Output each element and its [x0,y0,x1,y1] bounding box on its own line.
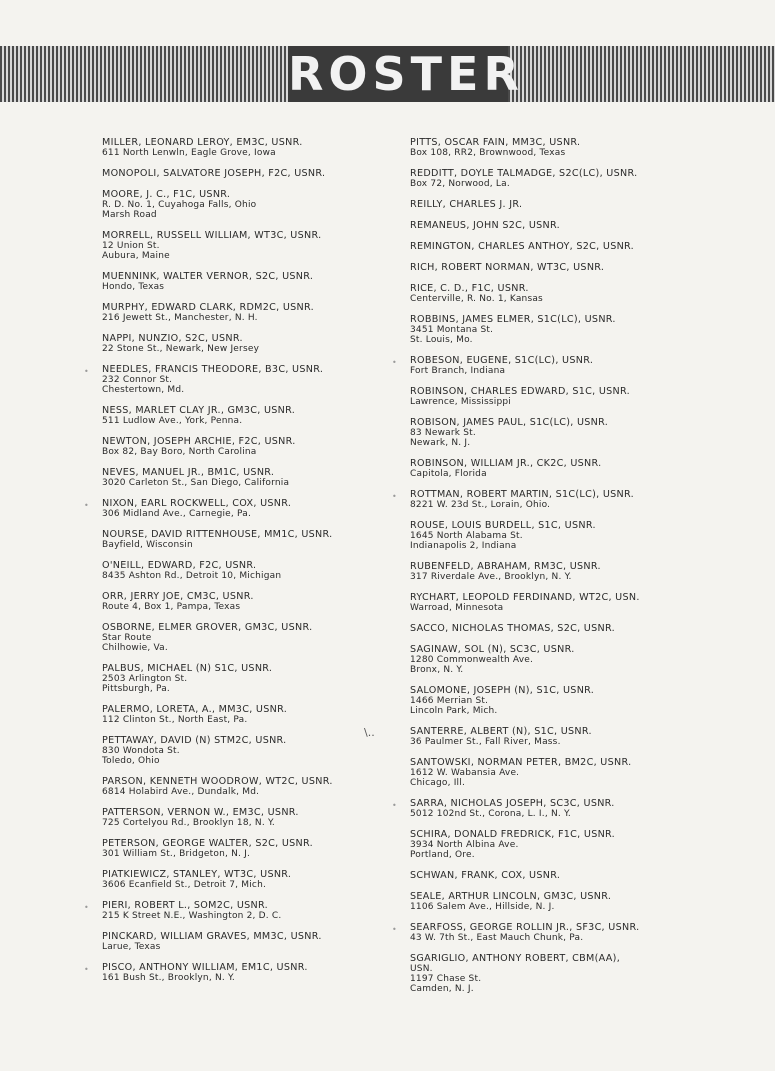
entry-address-line: 12 Union St. [102,241,160,251]
entry-name: ORR, JERRY JOE, CM3C, USNR. [102,591,254,602]
entry-name: ROBISON, JAMES PAUL, S1C(LC), USNR. [410,417,609,428]
entry-address-line: 1280 Commonwealth Ave. [410,655,534,665]
roster-entry [84,364,390,395]
entry-name: PATTERSON, VERNON W., EM3C, USNR. [102,807,299,818]
entry-name: PALBUS, MICHAEL (N) S1C, USNR. [102,663,273,674]
roster-entry [90,230,390,261]
roster-entry [90,622,390,653]
roster-entry [90,560,390,581]
roster-entry [398,685,698,716]
entry-address-line: Indianapolis 2, Indiana [410,541,517,551]
entry-address-line: 2503 Arlington St. [102,674,188,684]
entry-name: PARSON, KENNETH WOODROW, WT2C, USNR. [102,776,333,787]
roster-entry [90,931,390,952]
entry-name: O'NEILL, EDWARD, F2C, USNR. [102,560,257,571]
entry-address-line: Box 82, Bay Boro, North Carolina [102,447,257,457]
roster-entry [398,623,698,634]
entry-name: REMANEUS, JOHN S2C, USNR. [410,220,560,231]
roster-entry [398,870,698,881]
roster-entry [90,189,390,220]
entry-address-line: Chicago, Ill. [410,778,466,788]
entry-address-line: 1612 W. Wabansia Ave. [410,768,520,778]
entry-name: MONOPOLI, SALVATORE JOSEPH, F2C, USNR. [102,168,326,179]
roster-entry [398,262,698,273]
entry-name: PALERMO, LORETA, A., MM3C, USNR. [102,704,288,715]
entry-address-line: Hondo, Texas [102,282,165,292]
page-title: ROSTER [288,47,524,101]
entry-address-line: 511 Ludlow Ave., York, Penna. [102,416,243,426]
entry-address-line: Chilhowie, Va. [102,643,168,653]
entry-name: PINCKARD, WILLIAM GRAVES, MM3C, USNR. [102,931,322,942]
title-banner [0,46,775,102]
entry-name: SGARIGLIO, ANTHONY ROBERT, CBM(AA), [410,953,621,964]
roster-entry [398,199,698,210]
margin-dot-mark: • [84,965,89,974]
roster-entry [90,869,390,890]
entry-address-line: Camden, N. J. [410,984,474,994]
entry-name: RYCHART, LEOPOLD FERDINAND, WT2C, USN. [410,592,640,603]
entry-name: ROBESON, EUGENE, S1C(LC), USNR. [410,355,594,366]
margin-dot-mark: • [84,903,89,912]
entry-address-line: 83 Newark St. [410,428,476,438]
roster-left-column [84,137,390,993]
entry-name: NESS, MARLET CLAY JR., GM3C, USNR. [102,405,296,416]
entry-address-line: Toledo, Ohio [102,756,160,766]
roster-right-column [364,137,698,1004]
entry-address-line: 1197 Chase St. [410,974,482,984]
roster-entry [398,561,698,582]
roster-entry [398,386,698,407]
entry-address-line: 830 Wondota St. [102,746,180,756]
roster-entry [90,436,390,457]
entry-address-line: Centerville, R. No. 1, Kansas [410,294,543,304]
roster-entry [90,735,390,766]
roster-entry [398,168,698,189]
entry-name: NEEDLES, FRANCIS THEODORE, B3C, USNR. [102,364,324,375]
margin-check-mark: \.. [364,726,375,739]
entry-name: MUENNINK, WALTER VERNOR, S2C, USNR. [102,271,314,282]
roster-entry [398,644,698,675]
entry-address-line: 1645 North Alabama St. [410,531,523,541]
roster-entry [90,168,390,179]
entry-name: REMINGTON, CHARLES ANTHOY, S2C, USNR. [410,241,635,252]
roster-entry [392,489,698,510]
entry-name: SEARFOSS, GEORGE ROLLIN JR., SF3C, USNR. [410,922,640,933]
entry-name: PETERSON, GEORGE WALTER, S2C, USNR. [102,838,313,849]
entry-name: OSBORNE, ELMER GROVER, GM3C, USNR. [102,622,313,633]
roster-entry [398,592,698,613]
roster-entry [398,829,698,860]
roster-entry [90,405,390,426]
entry-address-line: Larue, Texas [102,942,161,952]
entry-name: ROBBINS, JAMES ELMER, S1C(LC), USNR. [410,314,616,325]
entry-name: SANTERRE, ALBERT (N), S1C, USNR. [410,726,592,737]
roster-entry [398,220,698,231]
entry-name: REDDITT, DOYLE TALMADGE, S2C(LC), USNR. [410,168,638,179]
entry-name: ROBINSON, WILLIAM JR., CK2C, USNR. [410,458,602,469]
roster-entry [84,962,390,983]
roster-entry [398,137,698,158]
roster-entry [398,283,698,304]
entry-address-line: 215 K Street N.E., Washington 2, D. C. [102,911,282,921]
entry-address-line: Capitola, Florida [410,469,487,479]
entry-address-line: Box 72, Norwood, La. [410,179,510,189]
entry-address-line: 301 William St., Bridgeton, N. J. [102,849,251,859]
entry-name: MILLER, LEONARD LEROY, EM3C, USNR. [102,137,303,148]
entry-address-line: 306 Midland Ave., Carnegie, Pa. [102,509,252,519]
roster-entry [364,726,698,747]
entry-name: SAGINAW, SOL (N), SC3C, USNR. [410,644,575,655]
entry-name: PIERI, ROBERT L., SOM2C, USNR. [102,900,268,911]
entry-name: SANTOWSKI, NORMAN PETER, BM2C, USNR. [410,757,632,768]
roster-entry [398,757,698,788]
margin-dot-mark: • [392,358,397,367]
entry-address-line: 3020 Carleton St., San Diego, California [102,478,290,488]
entry-name: MORRELL, RUSSELL WILLIAM, WT3C, USNR. [102,230,322,241]
entry-name: MOORE, J. C., F1C, USNR. [102,189,231,200]
entry-address-line: 611 North Lenwln, Eagle Grove, Iowa [102,148,276,158]
entry-name: SEALE, ARTHUR LINCOLN, GM3C, USNR. [410,891,612,902]
entry-name: RUBENFELD, ABRAHAM, RM3C, USNR. [410,561,601,572]
entry-name: RICE, C. D., F1C, USNR. [410,283,529,294]
entry-name: NIXON, EARL ROCKWELL, COX, USNR. [102,498,292,509]
entry-name: SARRA, NICHOLAS JOSEPH, SC3C, USNR. [410,798,615,809]
entry-name: SCHWAN, FRANK, COX, USNR. [410,870,561,881]
entry-name: SACCO, NICHOLAS THOMAS, S2C, USNR. [410,623,615,634]
entry-address-line: 1466 Merrian St. [410,696,489,706]
entry-address-line: 725 Cortelyou Rd., Brooklyn 18, N. Y. [102,818,275,828]
roster-entry [90,333,390,354]
entry-address-line: Marsh Road [102,210,157,220]
entry-address-line: Route 4, Box 1, Pampa, Texas [102,602,241,612]
entry-name: REILLY, CHARLES J. JR. [410,199,523,210]
entry-address-line: 22 Stone St., Newark, New Jersey [102,344,260,354]
roster-entry [90,271,390,292]
entry-address-line: USN. [410,964,433,974]
entry-name: ROBINSON, CHARLES EDWARD, S1C, USNR. [410,386,630,397]
entry-address-line: 3606 Ecanfield St., Detroit 7, Mich. [102,880,267,890]
roster-entry [90,467,390,488]
entry-address-line: 232 Connor St. [102,375,173,385]
entry-address-line: Aubura, Maine [102,251,170,261]
entry-address-line: Warroad, Minnesota [410,603,504,613]
margin-dot-mark: • [84,501,89,510]
entry-address-line: 6814 Holabird Ave., Dundalk, Md. [102,787,260,797]
entry-name: NEVES, MANUEL JR., BM1C, USNR. [102,467,275,478]
roster-entry [90,302,390,323]
entry-address-line: 36 Paulmer St., Fall River, Mass. [410,737,561,747]
entry-address-line: Chestertown, Md. [102,385,185,395]
entry-name: PIATKIEWICZ, STANLEY, WT3C, USNR. [102,869,292,880]
margin-dot-mark: • [392,925,397,934]
roster-entry [90,529,390,550]
entry-name: ROUSE, LOUIS BURDELL, S1C, USNR. [410,520,596,531]
entry-name: ROTTMAN, ROBERT MARTIN, S1C(LC), USNR. [410,489,634,500]
entry-address-line: Pittsburgh, Pa. [102,684,170,694]
entry-address-line: Fort Branch, Indiana [410,366,506,376]
roster-entry [398,417,698,448]
entry-address-line: 3934 North Albina Ave. [410,840,519,850]
entry-name: NOURSE, DAVID RITTENHOUSE, MM1C, USNR. [102,529,333,540]
margin-dot-mark: • [392,492,397,501]
entry-address-line: 5012 102nd St., Corona, L. I., N. Y. [410,809,571,819]
entry-address-line: 8435 Ashton Rd., Detroit 10, Michigan [102,571,282,581]
entry-address-line: 112 Clinton St., North East, Pa. [102,715,248,725]
entry-address-line: Box 108, RR2, Brownwood, Texas [410,148,566,158]
entry-address-line: Bronx, N. Y. [410,665,464,675]
margin-dot-mark: • [84,367,89,376]
roster-entry [90,807,390,828]
entry-name: MURPHY, EDWARD CLARK, RDM2C, USNR. [102,302,314,313]
roster-entry [90,663,390,694]
entry-address-line: Bayfield, Wisconsin [102,540,193,550]
entry-address-line: Lincoln Park, Mich. [410,706,498,716]
roster-entry [84,498,390,519]
entry-address-line: 1106 Salem Ave., Hillside, N. J. [410,902,555,912]
roster-entry [392,798,698,819]
entry-address-line: St. Louis, Mo. [410,335,473,345]
entry-address-line: 43 W. 7th St., East Mauch Chunk, Pa. [410,933,584,943]
roster-entry [90,137,390,158]
roster-entry [392,922,698,943]
margin-dot-mark: • [392,801,397,810]
roster-entry [398,953,698,994]
entry-name: SCHIRA, DONALD FREDRICK, F1C, USNR. [410,829,616,840]
roster-entry [90,704,390,725]
roster-entry [392,355,698,376]
roster-entry [398,314,698,345]
roster-entry [398,891,698,912]
roster-entry [398,458,698,479]
entry-address-line: Newark, N. J. [410,438,471,448]
roster-entry [90,776,390,797]
entry-address-line: 317 Riverdale Ave., Brooklyn, N. Y. [410,572,572,582]
entry-name: RICH, ROBERT NORMAN, WT3C, USNR. [410,262,605,273]
roster-entry [90,591,390,612]
roster-entry [84,900,390,921]
roster-entry [398,241,698,252]
entry-address-line: 8221 W. 23d St., Lorain, Ohio. [410,500,551,510]
entry-address-line: 3451 Montana St. [410,325,494,335]
roster-entry [398,520,698,551]
entry-name: PISCO, ANTHONY WILLIAM, EM1C, USNR. [102,962,308,973]
entry-name: SALOMONE, JOSEPH (N), S1C, USNR. [410,685,595,696]
entry-address-line: Portland, Ore. [410,850,475,860]
entry-address-line: 161 Bush St., Brooklyn, N. Y. [102,973,235,983]
entry-name: NEWTON, JOSEPH ARCHIE, F2C, USNR. [102,436,296,447]
entry-address-line: 216 Jewett St., Manchester, N. H. [102,313,258,323]
entry-address-line: R. D. No. 1, Cuyahoga Falls, Ohio [102,200,257,210]
entry-name: NAPPI, NUNZIO, S2C, USNR. [102,333,243,344]
entry-name: PETTAWAY, DAVID (N) STM2C, USNR. [102,735,287,746]
roster-entry [90,838,390,859]
entry-name: PITTS, OSCAR FAIN, MM3C, USNR. [410,137,581,148]
entry-address-line: Star Route [102,633,152,643]
entry-address-line: Lawrence, Mississippi [410,397,511,407]
